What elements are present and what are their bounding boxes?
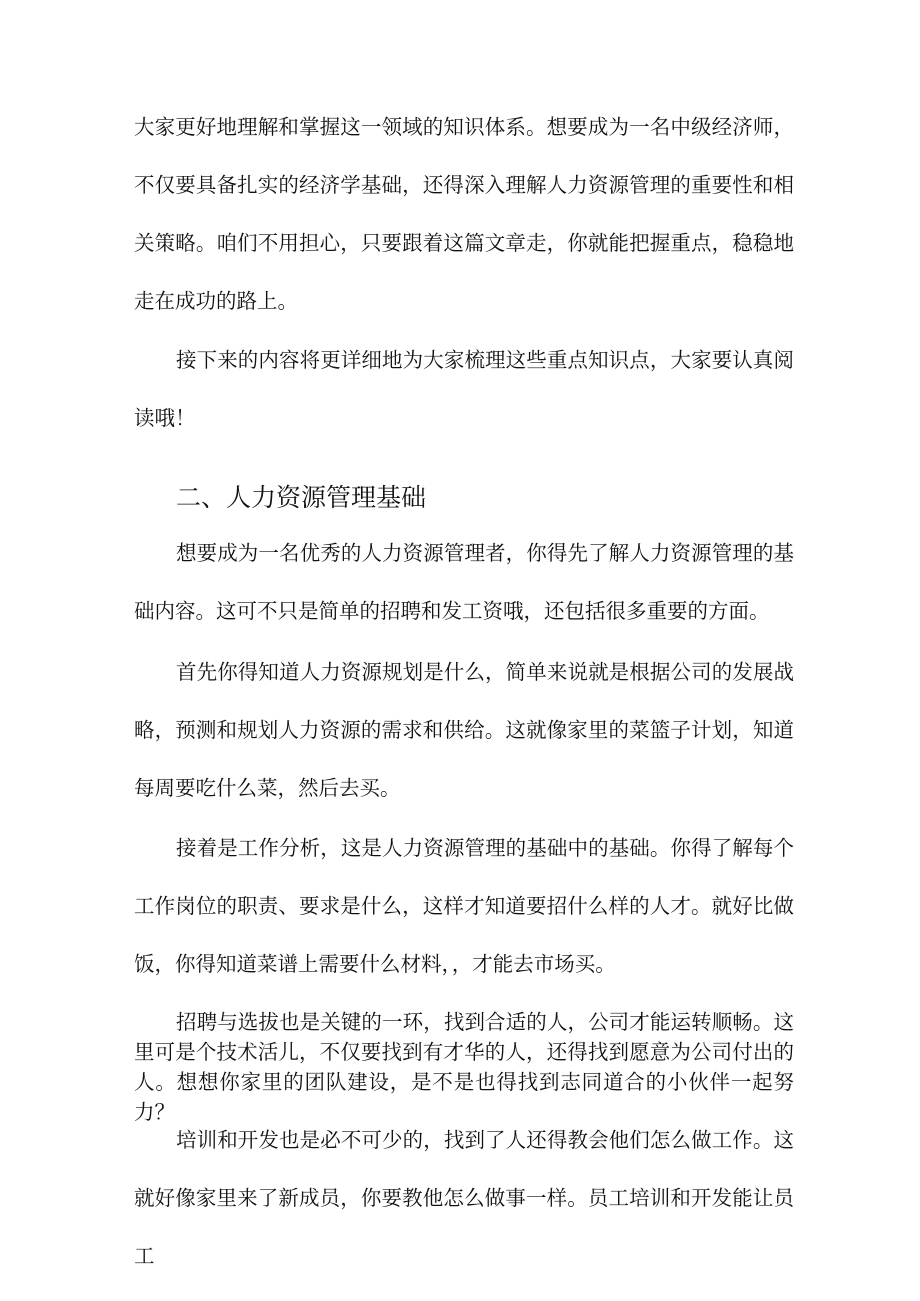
paragraph-intro-continued: 大家更好地理解和掌握这一领域的知识体系。想要成为一名中级经济师，不仅要具备扎实的经济学基础，还得深入理解人力资源管理的重要性和相关策略。咱们不用担心，只要跟着这篇文章走，你就能把握重点，稳稳地走在成功的路上。 xyxy=(134,115,794,313)
paragraph-next-content: 接下来的内容将更详细地为大家梳理这些重点知识点，大家要认真阅读哦！ xyxy=(134,348,794,430)
paragraph-recruitment: 招聘与选拔也是关键的一环，找到合适的人，公司才能运转顺畅。这里可是个技术活儿，不仅要找到有才华的人，还得找到愿意为公司付出的人。想想你家里的团队建设，是不是也得找到志同道合的小伙伴一起努力？ xyxy=(134,1010,794,1124)
paragraph-hr-basics: 想要成为一名优秀的人力资源管理者，你得先了解人力资源管理的基础内容。这可不只是简单的招聘和发工资哦，还包括很多重要的方面。 xyxy=(134,541,794,623)
section-heading: 二、人力资源管理基础 xyxy=(176,483,427,512)
paragraph-hr-planning: 首先你得知道人力资源规划是什么，简单来说就是根据公司的发展战略，预测和规划人力资源的需求和供给。这就像家里的菜篮子计划，知道每周要吃什么菜，然后去买。 xyxy=(134,660,794,800)
paragraph-job-analysis: 接着是工作分析，这是人力资源管理的基础中的基础。你得了解每个工作岗位的职责、要求是什么，这样才知道要招什么样的人才。就好比做饭，你得知道菜谱上需要什么材料，，才能去市场买。 xyxy=(134,836,794,976)
paragraph-training: 培训和开发也是必不可少的，找到了人还得教会他们怎么做工作。这就好像家里来了新成员，你要教他怎么做事一样。员工培训和开发能让员工 xyxy=(134,1128,794,1268)
